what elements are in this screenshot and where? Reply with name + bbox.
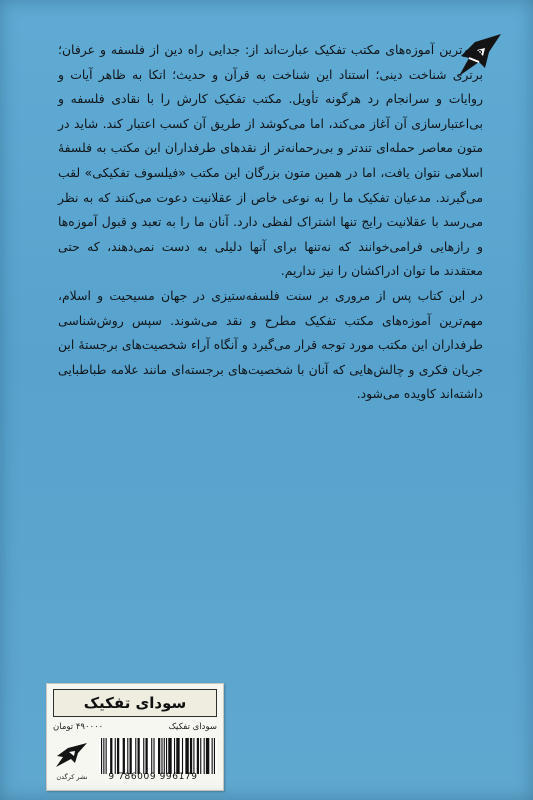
publisher-bird-logo-icon [53, 740, 91, 770]
barcode-bar [143, 738, 144, 774]
sticker-meta-row [53, 722, 217, 736]
barcode-bar [206, 738, 209, 774]
barcode-bar [127, 738, 128, 774]
barcode-bar [185, 738, 188, 774]
publisher-name: نشر کرگدن [56, 773, 88, 781]
barcode-bar [212, 738, 213, 774]
barcode-bar [161, 738, 162, 774]
barcode-bar [176, 738, 179, 774]
blurb-paragraph: مهم‌ترین آموزه‌های مکتب تفکیک عبارت‌اند از: جدایی راه دین از فلسفه و عرفان؛ برتری شناخت دینی؛ استناد این شناخت به قرآن و حدیث؛ اتکا به ظاهر آیات و روایات و سرانجام رد هرگونه تأویل. مکتب تفکیک کارش را با نقادی فلسفه و بی‌اعتبارسازی آن آغاز می‌کند، اما می‌کوشد از طریق آن کسب اعتبار کند. شاید در متون معاصر حمله‌ای تندتر و بی‌رحمانه‌تر از نقدهای طرفداران این مکتب به فلسفهٔ اسلامی نتوان یافت، اما در همین متون بزرگان این مکتب «فیلسوف تفکیکی» لقب می‌گیرند. مدعیان تفکیک ما را به نوعی خاص از عقلانیت دعوت می‌کنند که به نظر می‌رسد با عقلانیت رایج تنها اشتراک لفظی دارد. آنان ما را به تعبد و قبول آموزه‌ها و رازهایی فرامی‌خوانند که نه‌تنها برای آنها دلیلی به دست نمی‌دهند، که حتی معتقدند ما توان ادراکشان را نیز نداریم. [58, 42, 483, 279]
barcode-bar [182, 738, 183, 774]
barcode-bar [204, 738, 205, 774]
barcode-bar [190, 738, 192, 774]
barcode-bar [110, 738, 112, 774]
price-label: ۴۹۰۰۰۰ تومان [53, 722, 104, 732]
barcode-bar [103, 738, 104, 774]
barcode-bar [153, 738, 154, 774]
barcode-bar [193, 738, 194, 774]
barcode-bar [117, 738, 119, 774]
price-barcode-sticker [46, 683, 224, 791]
barcode-bar [130, 738, 132, 774]
isbn-barcode [99, 738, 217, 774]
barcode-bar [200, 738, 201, 774]
barcode-bar [123, 738, 125, 774]
back-cover-blurb [58, 38, 483, 407]
sticker-book-name: سودای تفکیک [168, 722, 217, 732]
barcode-bar [166, 738, 167, 774]
barcode-bar [145, 738, 147, 774]
barcode-bar [214, 738, 215, 774]
barcode-bar [174, 738, 175, 774]
barcode-bar [164, 738, 165, 774]
barcode-bar [106, 738, 107, 774]
barcode-bar [197, 738, 199, 774]
blurb-paragraph: در این کتاب پس از مروری بر سنت فلسفه‌ستیزی در جهان مسیحیت و اسلام، مهم‌ترین آموزه‌های مکتب تفکیک مطرح و نقد می‌شوند. سپس روش‌شناسی طرفداران این مکتب مورد توجه قرار می‌گیرد و آنگاه آراء شخصیت‌های برجستهٔ این جریان فکری و چالش‌هایی که آنان با شخصیت‌های برجسته‌ای مانند علامه طباطبایی داشته‌اند کاویده می‌شود. [58, 287, 483, 402]
barcode-bar [135, 738, 136, 774]
barcode-bar [151, 738, 152, 774]
barcode-bar [115, 738, 116, 774]
barcode-bar [101, 738, 102, 774]
barcode-bar [158, 738, 160, 774]
barcode-digits: 9 786009 996179 [108, 772, 198, 782]
barcode-bar [137, 738, 139, 774]
sticker-book-title: سودای تفکیک [53, 689, 217, 717]
barcode-bar [168, 738, 171, 774]
